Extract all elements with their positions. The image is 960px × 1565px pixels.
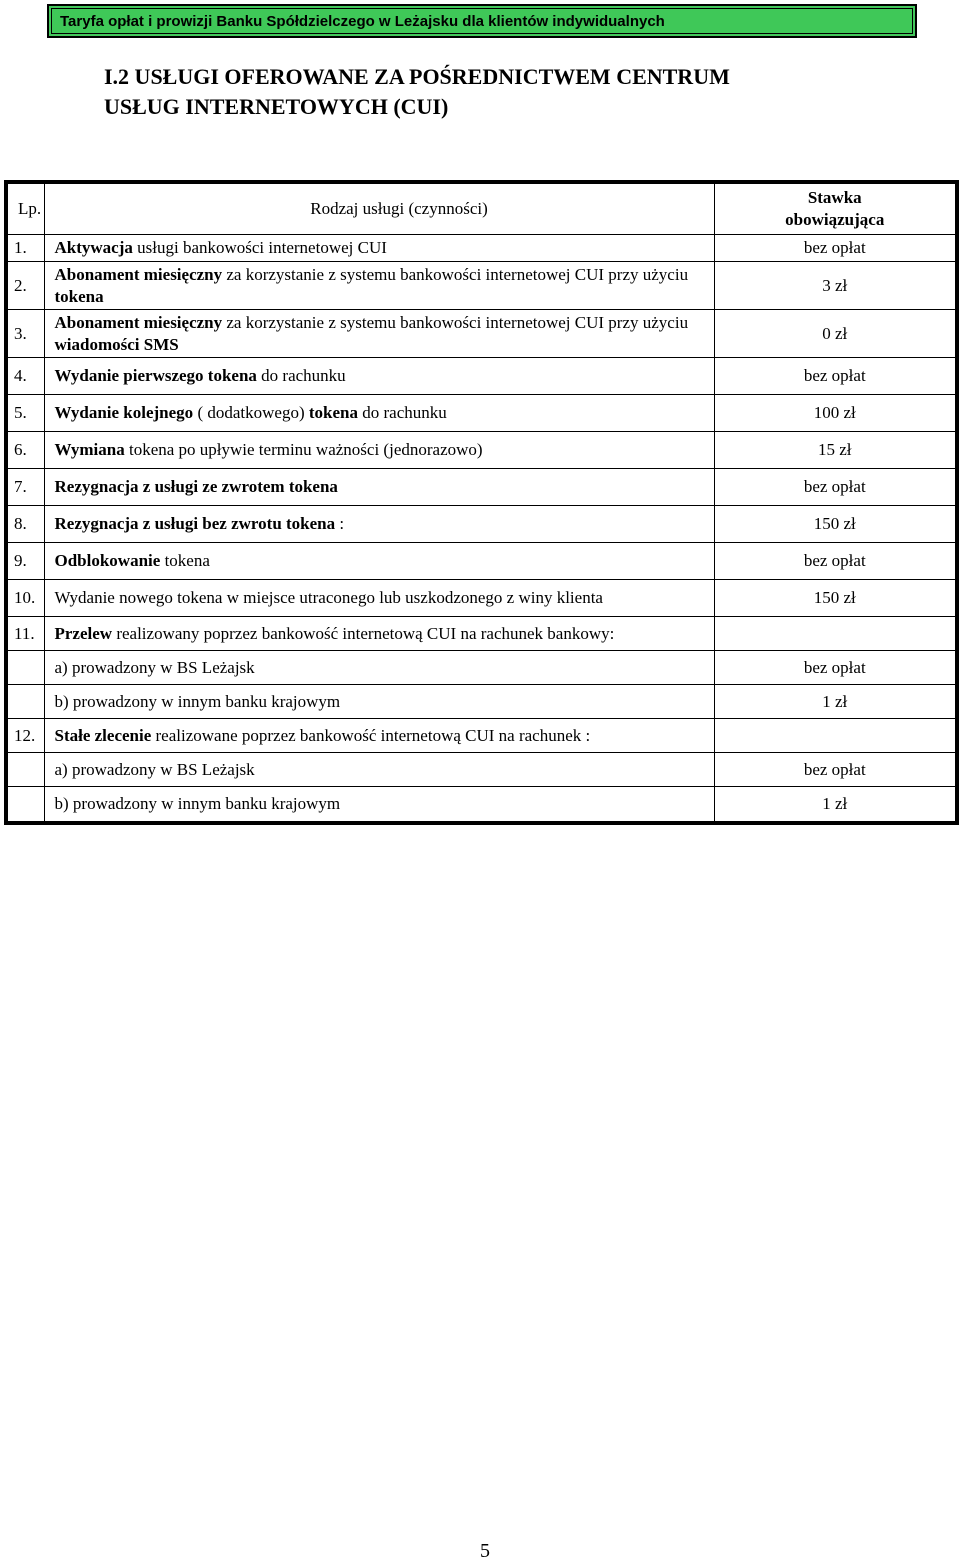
row-number: 2. xyxy=(6,262,44,310)
description-part: do rachunku xyxy=(256,366,346,385)
table-row xyxy=(6,753,957,787)
header-rate xyxy=(714,182,957,235)
description-part: Wydanie pierwszego tokena xyxy=(54,366,257,385)
description-part: Abonament miesięczny xyxy=(54,264,223,284)
description-part: b) prowadzony w innym banku krajowym xyxy=(54,691,341,711)
description-part: do rachunku xyxy=(357,403,447,422)
service-rate: 0 zł xyxy=(714,310,957,358)
table-row xyxy=(6,787,957,823)
row-number xyxy=(6,685,44,719)
description-part: usługi bankowości internetowej CUI xyxy=(132,238,387,257)
service-description xyxy=(44,506,714,543)
row-number: 9. xyxy=(6,543,44,580)
service-description xyxy=(44,543,714,580)
row-number: 11. xyxy=(6,617,44,651)
description-part: Wydanie kolejnego xyxy=(54,403,194,422)
description-part: : xyxy=(335,514,345,533)
header-banner-text: Taryfa opłat i prowizji Banku Spółdzielczego w Leżajsku dla klientów indywidualnych xyxy=(51,8,913,34)
row-number: 4. xyxy=(6,358,44,395)
table-row xyxy=(6,262,957,310)
row-number: 8. xyxy=(6,506,44,543)
service-rate xyxy=(714,617,957,651)
description-part: tokena xyxy=(54,286,104,306)
service-rate: bez opłat xyxy=(714,469,957,506)
table-row xyxy=(6,235,957,262)
service-description xyxy=(44,235,714,262)
table-row xyxy=(6,395,957,432)
header-rate-line-2: obowiązująca xyxy=(785,210,885,229)
description-part: tokena xyxy=(160,551,210,570)
service-rate: 1 zł xyxy=(714,685,957,719)
description-part: a) prowadzony w BS Leżajsk xyxy=(54,759,255,779)
service-description xyxy=(44,310,714,358)
service-rate: 150 zł xyxy=(714,506,957,543)
description-part: Wymiana xyxy=(54,440,125,459)
description-part: a) prowadzony w BS Leżajsk xyxy=(54,657,255,677)
section-title xyxy=(104,62,904,122)
table-row xyxy=(6,719,957,753)
service-rate: 150 zł xyxy=(714,580,957,617)
description-part: realizowane poprzez bankowość internetową CUI na rachunek : xyxy=(151,725,591,745)
fee-table xyxy=(4,180,959,825)
service-rate: 100 zł xyxy=(714,395,957,432)
page-number: 5 xyxy=(480,1540,490,1562)
service-description xyxy=(44,469,714,506)
service-description xyxy=(44,617,714,651)
description-part: Stałe zlecenie xyxy=(54,725,152,745)
table-row xyxy=(6,543,957,580)
table-row xyxy=(6,685,957,719)
description-part: tokena po upływie terminu ważności (jednorazowo) xyxy=(124,440,483,459)
row-number: 6. xyxy=(6,432,44,469)
description-part: za korzystanie z systemu bankowości internetowej CUI przy użyciu xyxy=(222,264,689,284)
table-row xyxy=(6,617,957,651)
fee-table-header-row xyxy=(6,182,957,235)
description-part: b) prowadzony w innym banku krajowym xyxy=(54,793,341,813)
description-part: Aktywacja xyxy=(54,238,133,257)
description-part: wiadomości SMS xyxy=(54,334,179,354)
description-part: ( dodatkowego) xyxy=(193,403,309,422)
table-row xyxy=(6,651,957,685)
table-row xyxy=(6,358,957,395)
service-rate: bez opłat xyxy=(714,651,957,685)
service-rate: bez opłat xyxy=(714,543,957,580)
table-row xyxy=(6,310,957,358)
row-number xyxy=(6,787,44,823)
service-description xyxy=(44,395,714,432)
service-rate: 3 zł xyxy=(714,262,957,310)
row-number: 12. xyxy=(6,719,44,753)
section-title-line-2: USŁUG INTERNETOWYCH (CUI) xyxy=(104,94,449,119)
table-row xyxy=(6,506,957,543)
description-part: Przelew xyxy=(54,623,113,643)
row-number xyxy=(6,753,44,787)
service-description xyxy=(44,262,714,310)
description-part: Odblokowanie xyxy=(54,551,161,570)
service-description xyxy=(44,358,714,395)
service-description xyxy=(44,580,714,617)
header-lp: Lp. xyxy=(6,182,44,235)
description-part: Wydanie nowego tokena w miejsce utraconego lub uszkodzonego z winy klienta xyxy=(54,588,603,607)
row-number: 7. xyxy=(6,469,44,506)
service-description xyxy=(44,753,714,787)
service-description xyxy=(44,432,714,469)
service-description xyxy=(44,651,714,685)
table-row xyxy=(6,432,957,469)
description-part: tokena xyxy=(308,403,358,422)
description-part: Rezygnacja z usługi bez zwrotu tokena xyxy=(54,514,336,533)
row-number: 3. xyxy=(6,310,44,358)
fee-table-body xyxy=(6,235,957,823)
description-part: realizowany poprzez bankowość internetową CUI na rachunek bankowy: xyxy=(112,623,615,643)
row-number: 5. xyxy=(6,395,44,432)
service-description xyxy=(44,787,714,823)
section-title-line-1: I.2 USŁUGI OFEROWANE ZA POŚREDNICTWEM CENTRUM xyxy=(104,64,730,89)
service-rate: bez opłat xyxy=(714,235,957,262)
service-rate xyxy=(714,719,957,753)
service-rate: bez opłat xyxy=(714,753,957,787)
service-rate: bez opłat xyxy=(714,358,957,395)
description-part: Rezygnacja z usługi ze zwrotem tokena xyxy=(54,477,338,496)
row-number: 10. xyxy=(6,580,44,617)
header-service: Rodzaj usługi (czynności) xyxy=(44,182,714,235)
service-description xyxy=(44,685,714,719)
description-part: Abonament miesięczny xyxy=(54,312,223,332)
description-part: za korzystanie z systemu bankowości internetowej CUI przy użyciu xyxy=(222,312,689,332)
table-row xyxy=(6,469,957,506)
header-banner xyxy=(47,4,917,38)
header-rate-line-1: Stawka xyxy=(807,188,862,207)
service-rate: 1 zł xyxy=(714,787,957,823)
row-number xyxy=(6,651,44,685)
table-row xyxy=(6,580,957,617)
row-number: 1. xyxy=(6,235,44,262)
service-description xyxy=(44,719,714,753)
service-rate: 15 zł xyxy=(714,432,957,469)
